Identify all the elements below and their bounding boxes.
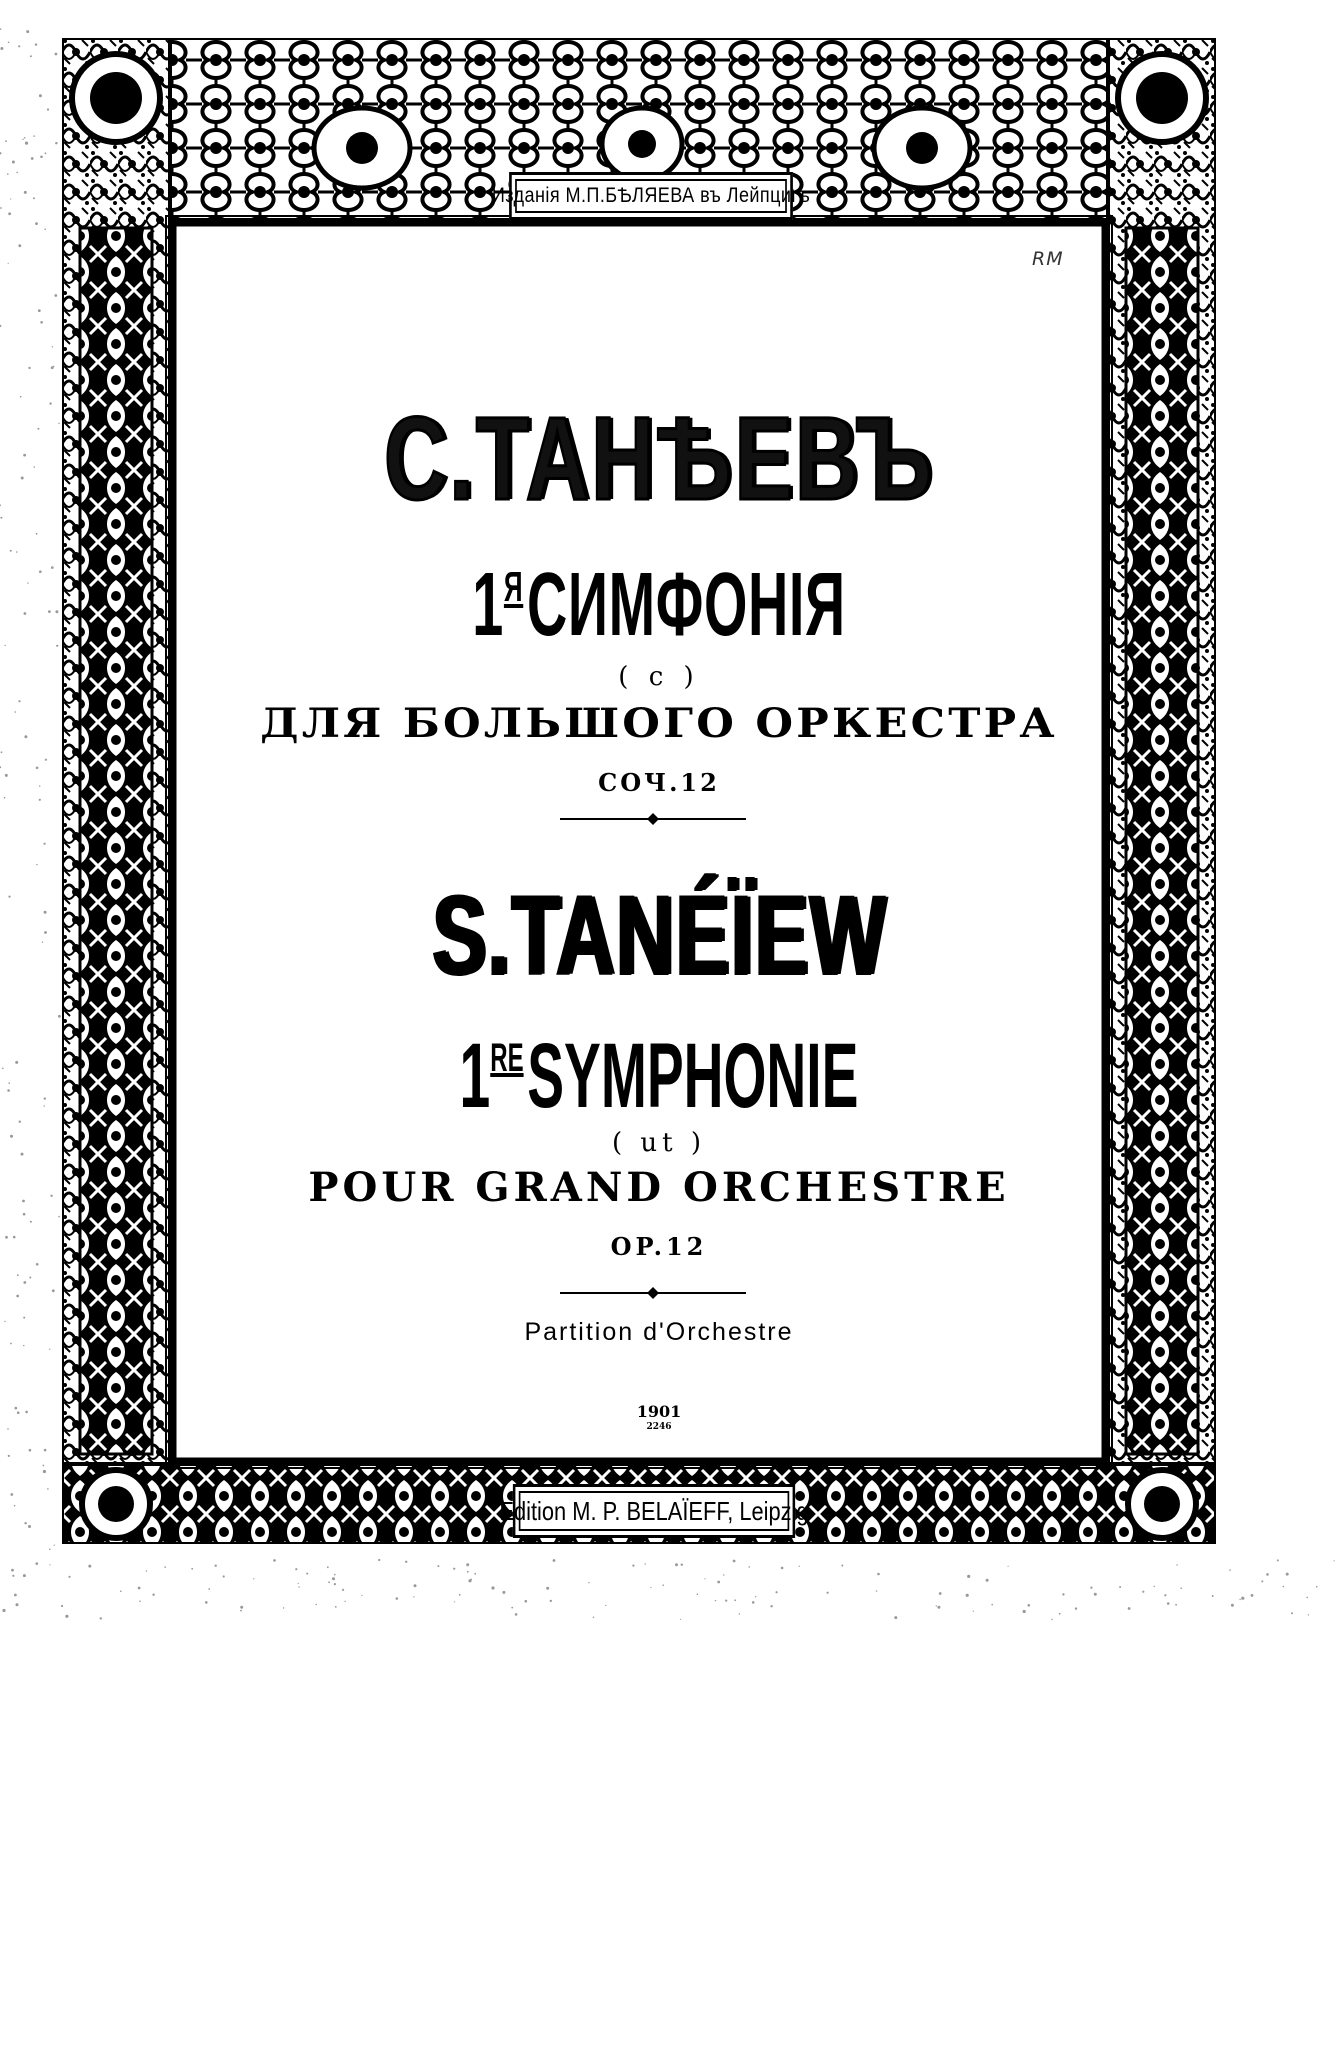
- speckle-dot: [5, 1236, 8, 1239]
- speckle-dot: [48, 610, 51, 613]
- speckle-dot: [38, 309, 41, 312]
- speckle-dot: [936, 1605, 937, 1606]
- publication-year: 1901: [636, 1402, 682, 1421]
- speckle-dot: [781, 1567, 784, 1570]
- speckle-dot: [2, 1068, 4, 1070]
- speckle-dot: [28, 1525, 31, 1528]
- speckle-dot: [502, 1591, 505, 1594]
- speckle-dot: [0, 766, 1, 768]
- speckle-dot: [1286, 1573, 1289, 1576]
- speckle-dot: [553, 1559, 556, 1562]
- speckle-dot: [20, 396, 22, 398]
- speckle-dot: [58, 423, 59, 424]
- speckle-dot: [21, 1153, 24, 1156]
- speckle-dot: [44, 1449, 47, 1452]
- speckle-dot: [240, 1610, 242, 1612]
- speckle-dot: [467, 1571, 469, 1573]
- speckle-dot: [25, 1411, 28, 1414]
- speckle-dot: [24, 1522, 26, 1524]
- opus-russian: СОЧ.12: [598, 768, 720, 797]
- speckle-dot: [51, 566, 54, 569]
- speckle-dot: [704, 1578, 705, 1579]
- speckle-dot: [5, 140, 7, 142]
- speckle-dot: [42, 1465, 44, 1467]
- speckle-dot: [30, 55, 32, 57]
- speckle-dot: [65, 1615, 68, 1618]
- publisher-plate-top: Изданія М.П.БѢЛЯЕВА въ Лейпцигъ: [509, 172, 793, 220]
- speckle-dot: [1059, 1613, 1061, 1615]
- divider-ornament: [560, 1286, 746, 1300]
- speckle-dot: [14, 1594, 17, 1597]
- speckle-dot: [40, 156, 43, 159]
- speckle-dot: [36, 1562, 39, 1565]
- speckle-dot: [733, 1560, 736, 1563]
- speckle-dot: [681, 1564, 683, 1566]
- speckle-dot: [25, 142, 28, 145]
- speckle-dot: [33, 135, 35, 137]
- speckle-dot: [966, 1594, 969, 1597]
- speckle-dot: [16, 1603, 19, 1606]
- speckle-dot: [17, 1274, 19, 1276]
- speckle-dot: [1142, 1591, 1144, 1593]
- ordinal-suffix-russian: Я: [503, 563, 524, 610]
- speckle-dot: [1154, 1586, 1155, 1587]
- speckle-dot: [748, 1566, 750, 1568]
- speckle-dot: [877, 1573, 880, 1576]
- speckle-dot: [47, 108, 49, 110]
- speckle-dot: [24, 137, 26, 139]
- speckle-dot: [15, 711, 17, 713]
- speckle-dot: [298, 1586, 299, 1587]
- speckle-dot: [24, 612, 27, 615]
- speckle-dot: [19, 1121, 21, 1123]
- speckle-dot: [7, 1428, 9, 1430]
- speckle-dot: [31, 157, 34, 160]
- speckle-dot: [306, 1573, 308, 1575]
- speckle-dot: [0, 152, 2, 154]
- speckle-dot: [12, 1575, 14, 1577]
- speckle-dot: [54, 1545, 55, 1546]
- speckle-dot: [413, 1596, 414, 1597]
- speckle-dot: [344, 1601, 345, 1602]
- speckle-dot: [49, 1349, 50, 1350]
- speckle-dot: [752, 1601, 755, 1604]
- speckle-dot: [5, 645, 6, 646]
- speckle-dot: [36, 1263, 39, 1266]
- speckle-dot: [5, 774, 8, 777]
- speckle-dot: [36, 533, 38, 535]
- speckle-dot: [36, 864, 37, 865]
- speckle-dot: [21, 477, 24, 480]
- speckle-dot: [8, 896, 10, 898]
- speckle-dot: [138, 1587, 141, 1590]
- speckle-dot: [1231, 1604, 1234, 1607]
- speckle-dot: [120, 1590, 122, 1592]
- speckle-dot: [739, 1613, 740, 1614]
- speckle-dot: [39, 799, 41, 801]
- speckle-dot: [8, 263, 9, 264]
- speckle-dot: [1028, 1604, 1031, 1607]
- speckle-dot: [7, 1089, 10, 1092]
- speckle-dot: [717, 1581, 720, 1584]
- speckle-dot: [697, 1593, 699, 1595]
- speckle-dot: [39, 785, 40, 786]
- speckle-dot: [437, 1565, 439, 1567]
- speckle-dot: [54, 294, 57, 297]
- speckle-dot: [1266, 1573, 1269, 1576]
- speckle-dot: [1119, 1586, 1121, 1588]
- speckle-dot: [414, 1584, 417, 1587]
- speckle-dot: [342, 1589, 344, 1591]
- speckle-dot: [1212, 1595, 1214, 1597]
- speckle-dot: [45, 759, 47, 761]
- speckle-dot: [1180, 1587, 1182, 1589]
- speckle-dot: [13, 1236, 16, 1239]
- speckle-dot: [474, 1573, 476, 1575]
- speckle-dot: [680, 1619, 681, 1620]
- speckle-dot: [1, 751, 3, 753]
- speckle-dot: [1241, 1597, 1244, 1600]
- speckle-dot: [723, 1574, 724, 1575]
- speckle-dot: [17, 1411, 20, 1414]
- speckle-dot: [283, 1607, 284, 1608]
- speckle-dot: [605, 1605, 606, 1606]
- speckle-dot: [18, 244, 21, 247]
- speckle-dot: [56, 645, 58, 647]
- speckle-dot: [152, 1594, 154, 1596]
- speckle-dot: [937, 1606, 940, 1609]
- ordinal-suffix-french: RE: [490, 1036, 524, 1080]
- speckle-dot: [1008, 1566, 1009, 1567]
- opus-french: OP.12: [610, 1232, 708, 1261]
- speckle-dot: [223, 1575, 225, 1577]
- speckle-dot: [973, 1611, 974, 1612]
- speckle-dot: [37, 428, 39, 430]
- speckle-dot: [1283, 1586, 1285, 1588]
- divider-ornament: [560, 812, 746, 826]
- speckle-dot: [45, 152, 47, 154]
- speckle-dot: [18, 45, 20, 47]
- speckle-dot: [52, 1289, 55, 1292]
- key-russian: ( c ): [618, 662, 700, 692]
- speckle-dot: [10, 1343, 12, 1345]
- speckle-dot: [208, 1588, 210, 1590]
- speckle-dot: [53, 366, 55, 368]
- speckle-dot: [58, 1015, 61, 1018]
- speckle-dot: [44, 229, 46, 231]
- speckle-dot: [593, 1617, 595, 1619]
- speckle-dot: [453, 1568, 455, 1570]
- speckle-dot: [33, 466, 35, 468]
- speckle-dot: [770, 1605, 772, 1607]
- speckle-dot: [26, 30, 29, 33]
- speckle-dot: [44, 843, 46, 845]
- speckle-dot: [827, 1592, 829, 1594]
- speckle-dot: [23, 1345, 24, 1346]
- speckle-dot: [253, 1578, 254, 1579]
- speckle-dot: [44, 1097, 46, 1099]
- speckle-dot: [10, 198, 11, 199]
- speckle-dot: [68, 1576, 70, 1578]
- speckle-dot: [334, 1583, 336, 1585]
- speckle-dot: [40, 321, 43, 324]
- speckle-dot: [1261, 1580, 1263, 1582]
- speckle-dot: [1334, 1560, 1335, 1561]
- speckle-dot: [49, 1564, 50, 1565]
- speckle-dot: [33, 197, 35, 199]
- speckle-dot: [215, 1565, 217, 1567]
- speckle-dot: [316, 1604, 317, 1605]
- speckle-dot: [44, 931, 47, 934]
- speckle-dot: [1251, 1594, 1254, 1597]
- speckle-dot: [24, 191, 27, 194]
- speckle-dot: [16, 1295, 19, 1298]
- speckle-dot: [1306, 1597, 1308, 1599]
- speckle-dot: [645, 1563, 646, 1564]
- ordinal-number-french: 1: [459, 1025, 491, 1127]
- speckle-dot: [715, 1600, 716, 1601]
- speckle-dot: [328, 1581, 330, 1583]
- ordinal-number-russian: 1: [472, 555, 504, 655]
- speckle-dot: [986, 1579, 989, 1582]
- speckle-dot: [0, 504, 1, 506]
- speckle-dot: [1051, 1619, 1052, 1620]
- speckle-dot: [139, 1600, 141, 1602]
- composer-name-french: S.TANÉÏEW: [431, 873, 887, 998]
- speckle-dot: [23, 1281, 26, 1284]
- speckle-dot: [1094, 1593, 1097, 1596]
- speckle-dot: [49, 402, 51, 404]
- speckle-dot: [8, 1455, 10, 1457]
- speckle-dot: [1277, 1559, 1279, 1561]
- speckle-dot: [0, 517, 2, 519]
- speckle-dot: [4, 1321, 5, 1322]
- publisher-plate-bottom: Edition M. P. BELAÏEFF, Leipzig: [513, 1484, 795, 1538]
- speckle-dot: [396, 1597, 399, 1600]
- speckle-dot: [164, 1566, 166, 1568]
- speckle-dot: [22, 139, 23, 140]
- title-word-french: SYMPHONIE: [527, 1025, 859, 1127]
- speckle-dot: [10, 1493, 13, 1496]
- speckle-dot: [1175, 1604, 1177, 1606]
- speckle-dot: [10, 1135, 13, 1138]
- speckle-dot: [459, 1594, 461, 1596]
- speckle-dot: [22, 1200, 25, 1203]
- speckle-dot: [675, 1563, 678, 1566]
- speckle-dot: [15, 1407, 18, 1410]
- speckle-dot: [725, 1600, 727, 1602]
- ensemble-french: POUR GRAND ORCHESTRE: [308, 1164, 1010, 1211]
- speckle-dot: [36, 767, 39, 770]
- speckle-dot: [468, 1579, 471, 1582]
- speckle-dot: [15, 1061, 18, 1064]
- speckle-dot: [39, 94, 42, 97]
- speckle-dot: [1239, 1599, 1240, 1600]
- speckle-dot: [10, 550, 12, 552]
- speckle-dot: [18, 700, 20, 702]
- speckle-dot: [1090, 1587, 1092, 1589]
- speckle-dot: [55, 142, 57, 144]
- speckle-dot: [27, 582, 28, 583]
- speckle-dot: [29, 1449, 32, 1452]
- speckle-dot: [876, 1590, 878, 1592]
- speckle-dot: [334, 1574, 336, 1576]
- plate-number: 2246: [646, 1422, 672, 1432]
- speckle-dot: [327, 1566, 329, 1568]
- speckle-dot: [776, 1591, 778, 1593]
- speckle-dot: [2, 1609, 5, 1612]
- speckle-dot: [8, 42, 10, 44]
- speckle-dot: [466, 1563, 469, 1566]
- key-french: ( ut ): [611, 1128, 706, 1158]
- speckle-dot: [967, 1575, 970, 1578]
- speckle-dot: [29, 1277, 31, 1279]
- speckle-dot: [205, 1601, 208, 1604]
- speckle-dot: [42, 942, 43, 943]
- speckle-dot: [47, 1488, 49, 1490]
- speckle-dot: [30, 1221, 32, 1223]
- speckle-dot: [515, 1613, 518, 1616]
- speckle-dot: [1023, 1610, 1026, 1613]
- speckle-dot: [100, 1617, 102, 1619]
- speckle-dot: [378, 1559, 380, 1561]
- score-type: Partition d'Orchestre: [524, 1318, 794, 1346]
- speckle-dot: [332, 1577, 335, 1580]
- speckle-dot: [632, 1565, 634, 1567]
- speckle-dot: [58, 1216, 60, 1218]
- speckle-dot: [146, 1570, 147, 1571]
- speckle-dot: [28, 367, 30, 369]
- speckle-dot: [24, 735, 27, 738]
- speckle-dot: [8, 212, 11, 215]
- ensemble-russian: ДЛЯ БОЛЬШОГО ОРКЕСТРА: [260, 700, 1058, 747]
- speckle-dot: [55, 610, 58, 613]
- speckle-dot: [894, 1616, 897, 1619]
- speckle-dot: [23, 1317, 25, 1319]
- speckle-dot: [1229, 1569, 1231, 1571]
- speckle-dot: [991, 1604, 993, 1606]
- work-title-russian: [358, 555, 959, 655]
- speckle-dot: [0, 47, 3, 50]
- speckle-dot: [0, 325, 1, 327]
- work-title-french: [368, 1025, 950, 1127]
- speckle-dot: [1164, 1594, 1166, 1596]
- speckle-dot: [4, 797, 6, 799]
- speckle-dot: [511, 1607, 513, 1609]
- speckle-dot: [939, 1592, 942, 1595]
- speckle-dot: [240, 1606, 243, 1609]
- speckle-dot: [23, 454, 26, 457]
- handwritten-annotation: RM: [1032, 248, 1064, 270]
- speckle-dot: [588, 1582, 589, 1583]
- speckle-dot: [43, 1470, 46, 1473]
- speckle-dot: [44, 911, 47, 914]
- speckle-dot: [295, 1568, 297, 1570]
- speckle-dot: [799, 1566, 800, 1567]
- speckle-dot: [1176, 1564, 1177, 1565]
- speckle-dot: [1316, 1586, 1318, 1588]
- speckle-dot: [662, 1584, 664, 1586]
- speckle-dot: [546, 1587, 549, 1590]
- speckle-dot: [35, 222, 38, 225]
- speckle-dot: [550, 1600, 552, 1602]
- speckle-dot: [1075, 1607, 1077, 1609]
- speckle-dot: [7, 173, 9, 175]
- speckle-dot: [11, 1569, 14, 1572]
- title-word-russian: СИМФОНІЯ: [526, 555, 846, 655]
- speckle-dot: [23, 1574, 26, 1577]
- speckle-dot: [361, 1595, 362, 1596]
- speckle-dot: [14, 1505, 16, 1507]
- speckle-dot: [1291, 1612, 1293, 1614]
- speckle-dot: [0, 28, 1, 30]
- speckle-dot: [454, 1601, 455, 1602]
- speckle-dot: [55, 53, 58, 56]
- speckle-dot: [35, 43, 37, 45]
- speckle-dot: [405, 1561, 407, 1563]
- speckle-dot: [1062, 1593, 1064, 1595]
- speckle-dot: [755, 1596, 756, 1597]
- speckle-dot: [61, 1605, 63, 1607]
- speckle-dot: [1128, 1607, 1131, 1610]
- speckle-dot: [1167, 1602, 1170, 1605]
- composer-name-russian: С.ТАНѢЕВЪ: [383, 393, 935, 525]
- speckle-dot: [8, 1082, 10, 1084]
- speckle-dot: [23, 1213, 26, 1216]
- speckle-dot: [88, 1565, 91, 1568]
- speckle-dot: [841, 1565, 843, 1567]
- speckle-dot: [16, 172, 18, 174]
- speckle-dot: [16, 551, 18, 553]
- speckle-dot: [0, 207, 2, 209]
- speckle-dot: [650, 1587, 651, 1588]
- speckle-dot: [734, 1599, 736, 1601]
- speckle-dot: [335, 1606, 337, 1608]
- speckle-dot: [49, 1549, 51, 1551]
- speckle-dot: [1308, 1614, 1309, 1615]
- speckle-dot: [525, 1600, 528, 1603]
- speckle-dot: [298, 1583, 299, 1584]
- speckle-dot: [44, 1105, 45, 1106]
- speckle-dot: [491, 1586, 494, 1589]
- speckle-dot: [39, 570, 42, 573]
- speckle-dot: [191, 1568, 193, 1570]
- speckle-dot: [52, 346, 53, 347]
- speckle-dot: [50, 1195, 52, 1197]
- speckle-dot: [273, 1559, 276, 1562]
- speckle-dot: [12, 161, 15, 164]
